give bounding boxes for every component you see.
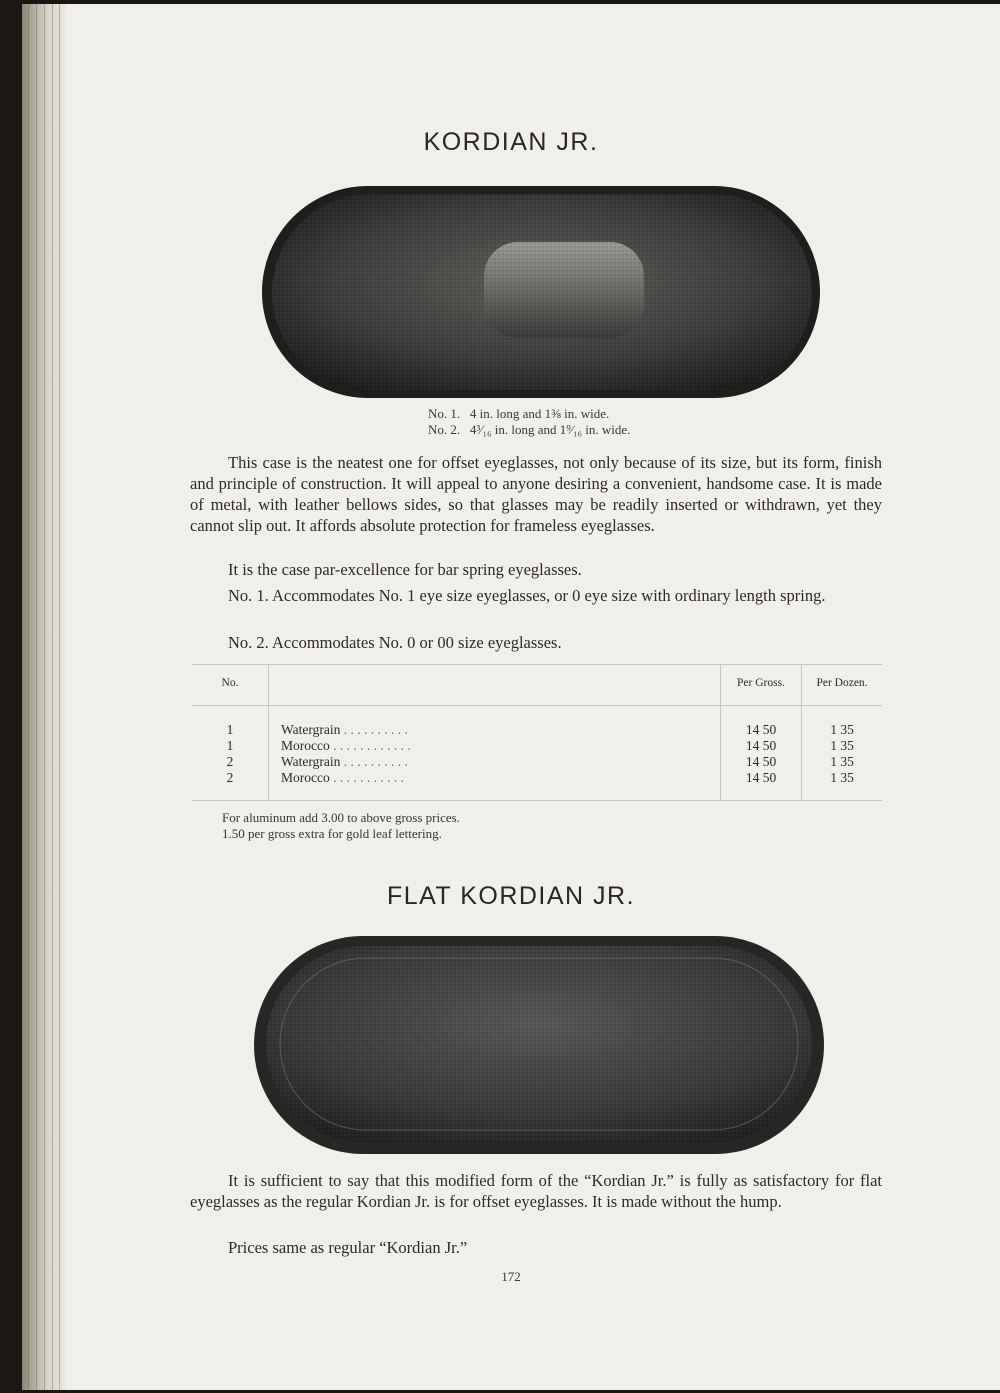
kordian-jr-case-image [258,182,824,402]
table-row: 1 Morocco . . . . . . . . . . . . 14 50 1 35 [192,738,882,754]
no2-accommodates-paragraph: No. 2. Accommodates No. 0 or 00 size eyeglasses. [228,633,562,652]
price-table [192,664,882,801]
col-header-per-gross: Per Gross. [721,665,802,706]
page-number: 172 [501,1269,521,1284]
col-header-per-dozen: Per Dozen. [802,665,883,706]
table-row: 1 Watergrain . . . . . . . . . . 14 50 1 35 [192,706,882,739]
bar-spring-paragraph: It is the case par-excellence for bar spring eyeglasses. [228,560,582,579]
dimensions-list [428,406,630,438]
flat-kordian-jr-case-image [250,932,828,1158]
col-header-item [269,665,721,706]
flat-prices-paragraph: Prices same as regular “Kordian Jr.” [228,1238,468,1257]
description-paragraph: This case is the neatest one for offset eyeglasses, not only because of its size, but its form, finish and principle of construction. It will appeal to anyone desiring a convenient, handsome case. It is made of metal, with leather bellows sides, so that glasses may be readily inserted or withdrawn, yet they cannot slip out. It affords absolute protection for frameless eyeglasses. [190,453,882,535]
price-notes [222,810,460,842]
section-title-flat-kordian-jr: FLAT KORDIAN JR. [386,882,636,910]
aluminum-note: For aluminum add 3.00 to above gross prices. [222,810,460,825]
dimension-row: No. 1. 4 in. long and 1⅜ in. wide. [428,406,610,421]
no1-accommodates-paragraph: No. 1. Accommodates No. 1 eye size eyeglasses, or 0 eye size with ordinary length spring. [228,586,826,605]
table-row: 2 Watergrain . . . . . . . . . . 14 50 1 35 [192,754,882,770]
book-spine [22,4,66,1390]
section-title-kordian-jr: KORDIAN JR. [423,128,599,156]
catalog-page [22,4,1000,1390]
flat-description-paragraph: It is sufficient to say that this modified form of the “Kordian Jr.” is fully as satisfactory for flat eyeglasses as the regular Kordian Jr. is for offset eyeglasses. It is made without the hump. [190,1171,882,1211]
table-row: 2 Morocco . . . . . . . . . . . 14 50 1 35 [192,770,882,801]
dimension-row: No. 2. 4³⁄₁₆ in. long and 1⁹⁄₁₆ in. wide. [428,422,631,437]
lettering-note: 1.50 per gross extra for gold leaf lettering. [222,826,442,841]
col-header-no: No. [192,665,269,706]
